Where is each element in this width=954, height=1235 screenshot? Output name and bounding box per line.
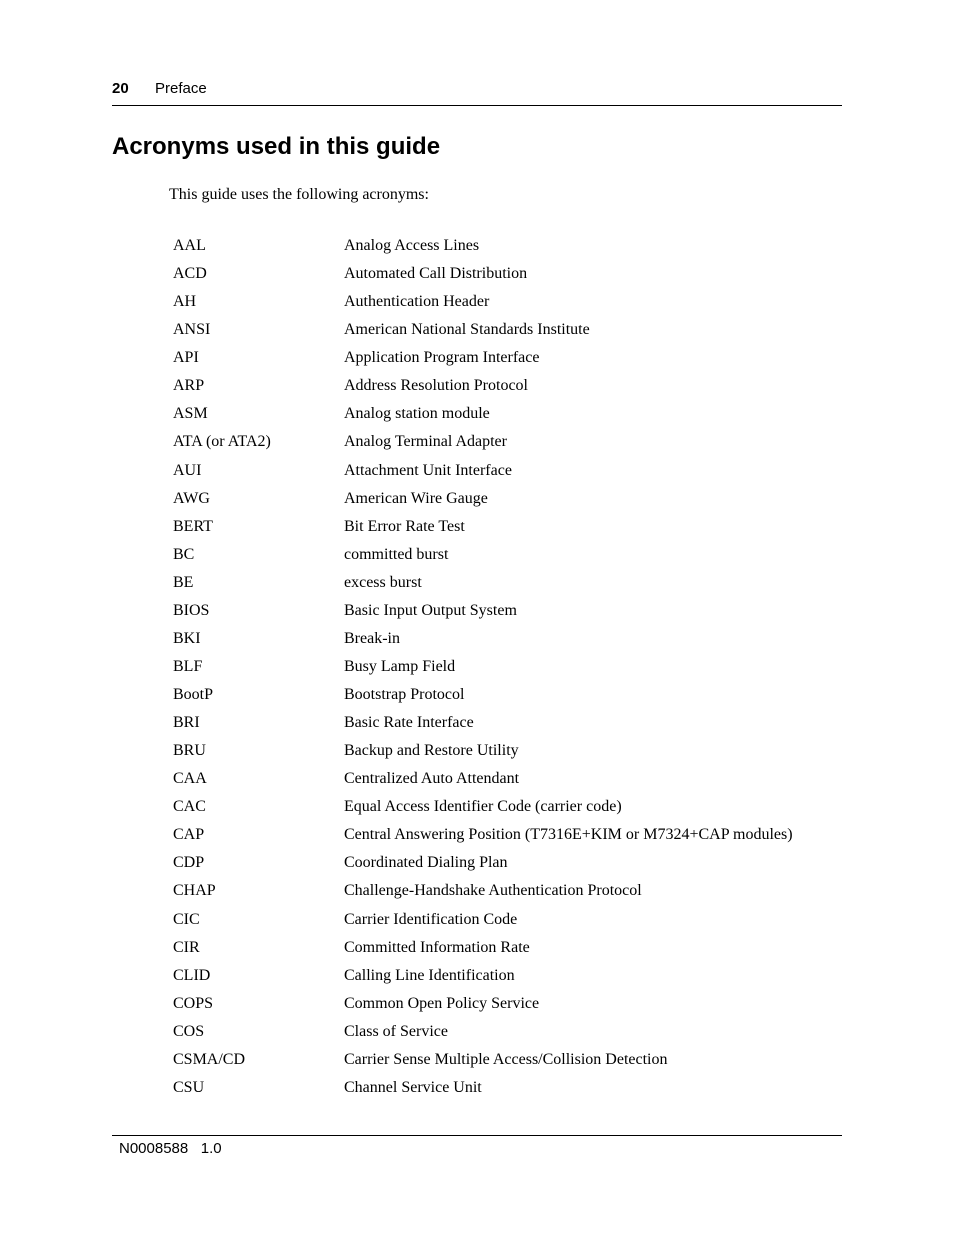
acronym-abbreviation: CDP xyxy=(173,854,205,872)
acronym-meaning: Carrier Identification Code xyxy=(344,910,518,928)
acronym-row xyxy=(173,541,853,569)
acronym-abbreviation: ACD xyxy=(173,265,207,283)
acronym-row xyxy=(173,877,853,905)
acronym-meaning: Application Program Interface xyxy=(344,349,540,367)
acronym-abbreviation: BERT xyxy=(173,517,213,535)
acronym-meaning: Carrier Sense Multiple Access/Collision Detection xyxy=(344,1050,668,1068)
acronym-abbreviation: CSU xyxy=(173,1078,205,1096)
acronym-abbreviation: COPS xyxy=(173,994,214,1012)
acronym-abbreviation: BIOS xyxy=(173,601,210,619)
acronym-meaning: Centralized Auto Attendant xyxy=(344,770,520,788)
acronym-abbreviation: BLF xyxy=(173,657,203,675)
acronym-abbreviation: AAL xyxy=(173,237,206,255)
acronym-meaning: Central Answering Position (T7316E+KIM or M7324+CAP modules) xyxy=(344,826,793,844)
acronym-meaning: committed burst xyxy=(344,545,449,563)
acronym-abbreviation: BE xyxy=(173,573,194,591)
acronym-meaning: Common Open Policy Service xyxy=(344,994,540,1012)
acronym-row xyxy=(173,428,853,456)
acronym-row xyxy=(173,737,853,765)
acronym-abbreviation: AUI xyxy=(173,461,202,479)
acronym-row xyxy=(173,765,853,793)
acronym-meaning: American Wire Gauge xyxy=(344,489,488,507)
acronym-meaning: Committed Information Rate xyxy=(344,938,530,956)
acronym-list xyxy=(173,232,853,1102)
acronym-row xyxy=(173,793,853,821)
acronym-abbreviation: CHAP xyxy=(173,882,216,900)
acronym-meaning: Class of Service xyxy=(344,1022,448,1040)
footer-doc-info xyxy=(119,1140,222,1157)
acronym-row xyxy=(173,485,853,513)
doc-version: 1.0 xyxy=(200,1140,222,1157)
acronym-abbreviation: AWG xyxy=(173,489,210,507)
acronym-row xyxy=(173,625,853,653)
acronym-row xyxy=(173,344,853,372)
acronym-meaning: Analog Terminal Adapter xyxy=(344,433,507,451)
acronym-meaning: Address Resolution Protocol xyxy=(344,377,528,395)
acronym-meaning: Automated Call Distribution xyxy=(344,265,528,283)
acronym-abbreviation: CAC xyxy=(173,798,206,816)
acronym-meaning: Analog station module xyxy=(344,405,490,423)
acronym-meaning: Backup and Restore Utility xyxy=(344,742,519,760)
acronym-row xyxy=(173,288,853,316)
acronym-row xyxy=(173,316,853,344)
acronym-meaning: Calling Line Identification xyxy=(344,966,515,984)
acronym-row xyxy=(173,400,853,428)
section-name: Preface xyxy=(155,80,207,97)
acronym-row xyxy=(173,1046,853,1074)
acronym-row xyxy=(173,1074,853,1102)
acronym-abbreviation: CAA xyxy=(173,770,207,788)
acronym-row xyxy=(173,1018,853,1046)
acronym-meaning: Bootstrap Protocol xyxy=(344,686,465,704)
acronym-meaning: Analog Access Lines xyxy=(344,237,480,255)
acronym-row xyxy=(173,709,853,737)
acronym-row xyxy=(173,457,853,485)
acronym-row xyxy=(173,513,853,541)
acronym-meaning: Coordinated Dialing Plan xyxy=(344,854,508,872)
acronym-abbreviation: ARP xyxy=(173,377,205,395)
acronym-abbreviation: ANSI xyxy=(173,321,211,339)
page-number: 20 xyxy=(112,80,129,97)
acronym-row xyxy=(173,849,853,877)
acronym-meaning: Basic Input Output System xyxy=(344,601,517,619)
acronym-abbreviation: BootP xyxy=(173,686,214,704)
page-title: Acronyms used in this guide xyxy=(112,133,441,160)
acronym-abbreviation: BRI xyxy=(173,714,200,732)
acronym-row xyxy=(173,653,853,681)
acronym-abbreviation: CLID xyxy=(173,966,211,984)
acronym-abbreviation: CIR xyxy=(173,938,200,956)
acronym-row xyxy=(173,990,853,1018)
acronym-meaning: Bit Error Rate Test xyxy=(344,517,465,535)
acronym-meaning: American National Standards Institute xyxy=(344,321,590,339)
acronym-abbreviation: CSMA/CD xyxy=(173,1050,246,1068)
acronym-row xyxy=(173,597,853,625)
acronym-table xyxy=(173,232,853,1102)
page-footer xyxy=(112,1135,842,1157)
acronym-abbreviation: API xyxy=(173,349,199,367)
acronym-abbreviation: ATA (or ATA2) xyxy=(173,433,271,451)
acronym-abbreviation: ASM xyxy=(173,405,208,423)
doc-id: N0008588 xyxy=(119,1140,189,1157)
acronym-row xyxy=(173,232,853,260)
page-header xyxy=(112,79,842,106)
acronym-row xyxy=(173,821,853,849)
acronym-row xyxy=(173,372,853,400)
acronym-row xyxy=(173,906,853,934)
acronym-row xyxy=(173,962,853,990)
acronym-meaning: Challenge-Handshake Authentication Protocol xyxy=(344,882,642,900)
acronym-meaning: excess burst xyxy=(344,573,422,591)
acronym-abbreviation: BRU xyxy=(173,742,206,760)
acronym-meaning: Break-in xyxy=(344,629,400,647)
intro-text: This guide uses the following acronyms: xyxy=(169,186,429,203)
acronym-abbreviation: AH xyxy=(173,293,197,311)
acronym-meaning: Equal Access Identifier Code (carrier code) xyxy=(344,798,622,816)
acronym-abbreviation: CAP xyxy=(173,826,205,844)
acronym-meaning: Authentication Header xyxy=(344,293,490,311)
acronym-meaning: Basic Rate Interface xyxy=(344,714,474,732)
acronym-row xyxy=(173,934,853,962)
acronym-abbreviation: CIC xyxy=(173,910,200,928)
acronym-row xyxy=(173,260,853,288)
acronym-row xyxy=(173,569,853,597)
acronym-abbreviation: BC xyxy=(173,545,195,563)
acronym-row xyxy=(173,681,853,709)
acronym-meaning: Channel Service Unit xyxy=(344,1078,482,1096)
acronym-meaning: Busy Lamp Field xyxy=(344,657,456,675)
acronym-meaning: Attachment Unit Interface xyxy=(344,461,512,479)
acronym-abbreviation: BKI xyxy=(173,629,201,647)
acronym-abbreviation: COS xyxy=(173,1022,205,1040)
